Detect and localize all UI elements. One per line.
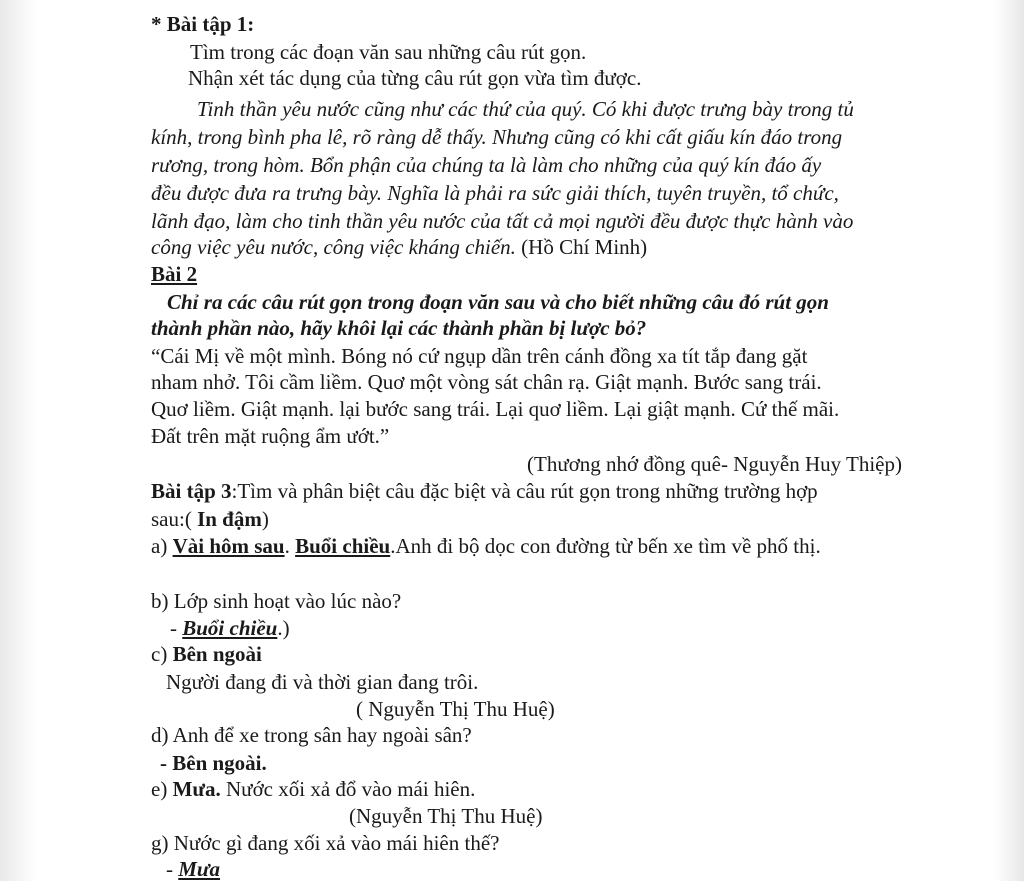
item-c-bold: Bên ngoài	[172, 642, 262, 666]
exercise-3-heading: Bài tập 3	[151, 479, 232, 503]
exercise-2-task-line: Chỉ ra các câu rút gọn trong đoạn văn sau và cho biết những câu đó rút gọn	[167, 290, 829, 314]
exercise-1-passage-end: công việc yêu nước, công việc kháng chiến.	[151, 235, 516, 259]
item-e-prefix: e)	[151, 777, 173, 801]
item-e-author: (Nguyễn Thị Thu Huệ)	[349, 804, 543, 828]
exercise-2-passage-line: Đất trên mặt ruộng ẩm ướt.”	[151, 424, 390, 448]
exercise-1-passage-line: kính, trong bình pha lê, rõ ràng dễ thấy. Nhưng cũng có khi cất giấu kín đáo trong	[151, 125, 843, 149]
exercise-3-bold-note: In đậm	[197, 507, 262, 531]
item-b-answer-prefix: -	[170, 616, 183, 640]
exercise-2-source: (Thương nhớ đồng quê- Nguyễn Huy Thiệp)	[527, 452, 902, 476]
item-e	[151, 776, 475, 802]
exercise-1-author: (Hồ Chí Minh)	[515, 235, 648, 259]
item-b-question: b) Lớp sinh hoạt vào lúc nào?	[151, 589, 402, 613]
exercise-1-instruction-2: Nhận xét tác dụng của từng câu rút gọn vừa tìm được.	[188, 66, 642, 90]
exercise-2-passage-line: “Cái Mị về một mình. Bóng nó cứ ngụp dần trên cánh đồng xa tít tắp đang gặt	[151, 344, 808, 368]
item-c-text: Người đang đi và thời gian đang trôi.	[166, 670, 479, 694]
exercise-1-passage-line: đều được đưa ra trưng bày. Nghĩa là phải ra sức giải thích, tuyên truyền, tổ chức,	[151, 181, 839, 205]
exercise-3-task-pre: sau:(	[151, 507, 198, 531]
item-g-question: g) Nước gì đang xối xả vào mái hiên thế?	[151, 831, 500, 855]
exercise-1-passage-line: rương, trong hòm. Bổn phận của chúng ta là làm cho những của quý kín đáo ấy	[151, 153, 822, 177]
page-left-shadow	[0, 0, 38, 881]
exercise-3-task-post: )	[261, 507, 269, 531]
item-b-answer-bold: Buổi chiều	[182, 616, 278, 640]
item-c-author: ( Nguyễn Thị Thu Huệ)	[356, 697, 555, 721]
exercise-1-passage-last-line	[151, 234, 647, 260]
exercise-2-passage-line: nham nhở. Tôi cầm liềm. Quơ một vòng sát chân rạ. Giật mạnh. Bước sang trái.	[151, 370, 822, 394]
item-g-answer-bold: Mưa	[178, 857, 221, 881]
item-a-bold-2: Buổi chiều	[295, 534, 391, 558]
exercise-2-heading: Bài 2	[151, 262, 198, 286]
exercise-3-task-text: :Tìm và phân biệt câu đặc biệt và câu rút gọn trong những trường hợp	[231, 479, 818, 503]
item-a-prefix: a)	[151, 534, 173, 558]
item-a	[151, 533, 821, 559]
exercise-2-passage-line: Quơ liềm. Giật mạnh. lại bước sang trái. Lại quơ liềm. Lại giật mạnh. Cứ thế mãi.	[151, 397, 840, 421]
exercise-3-task-line-2	[151, 506, 269, 532]
item-c	[151, 641, 262, 667]
exercise-2-task-line: thành phần nào, hãy khôi lại các thành phần bị lược bỏ?	[151, 316, 647, 340]
item-a-bold-1: Vài hôm sau	[172, 534, 285, 558]
exercise-1-instruction-1: Tìm trong các đoạn văn sau những câu rút gọn.	[190, 40, 587, 64]
exercise-1-passage-line: lãnh đạo, làm cho tinh thần yêu nước của tất cả mọi người đều được thực hành vào	[151, 209, 854, 233]
exercise-1-heading: * Bài tập 1:	[151, 12, 255, 36]
exercise-3-task-line-1	[151, 478, 818, 504]
page-right-shadow	[994, 0, 1024, 881]
item-b-answer	[170, 615, 290, 641]
item-g-answer	[166, 856, 220, 882]
item-g-answer-prefix: -	[166, 857, 179, 881]
item-a-sep: .	[284, 534, 296, 558]
item-e-bold: Mưa.	[172, 777, 221, 801]
item-d-answer: - Bên ngoài.	[160, 751, 267, 775]
item-d-question: d) Anh để xe trong sân hay ngoài sân?	[151, 723, 472, 747]
exercise-1-passage-line: Tinh thần yêu nước cũng như các thứ của quý. Có khi được trưng bày trong tủ	[197, 97, 854, 121]
item-e-rest: Nước xối xả đổ vào mái hiên.	[220, 777, 476, 801]
item-b-answer-suffix: .)	[277, 616, 290, 640]
item-a-rest: .Anh đi bộ dọc con đường từ bến xe tìm về phố thị.	[390, 534, 821, 558]
item-c-prefix: c)	[151, 642, 173, 666]
